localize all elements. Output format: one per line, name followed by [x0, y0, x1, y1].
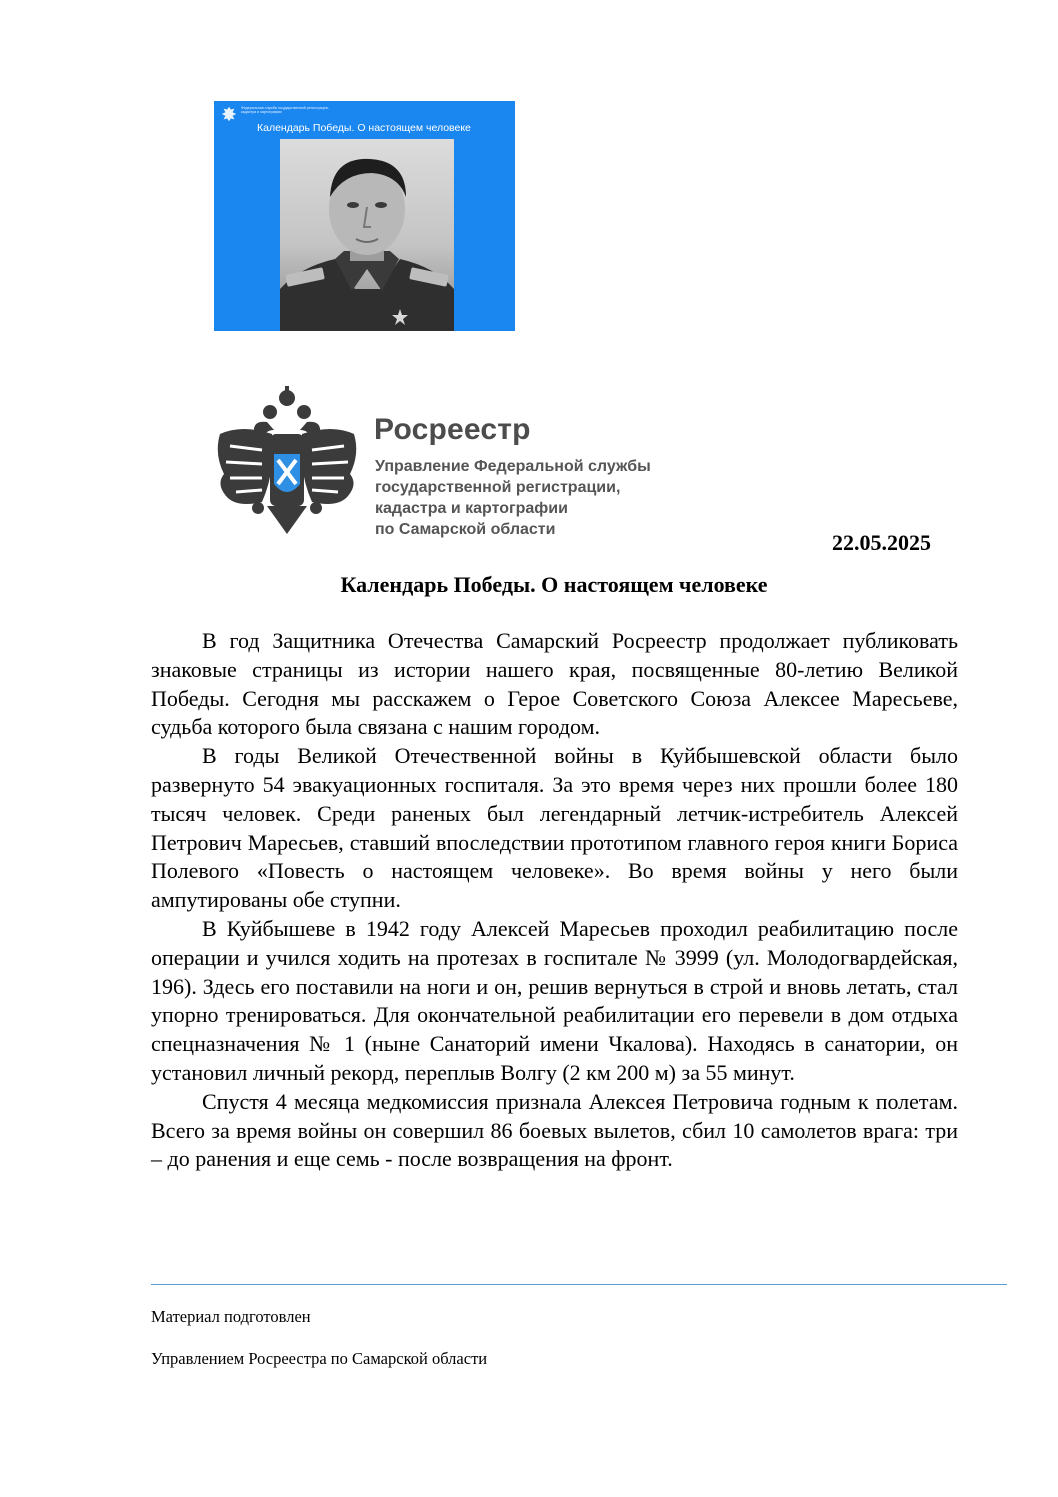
- article-title: Календарь Победы. О настоящем человеке: [340, 572, 768, 597]
- org-line-1: Управление Федеральной службы: [375, 458, 651, 475]
- org-line-4: по Самарской области: [375, 521, 556, 538]
- rosreestr-emblem-small-icon: [220, 105, 238, 123]
- portrait-photo: [280, 139, 454, 331]
- footer-prepared-by: Материал подготовлен: [151, 1307, 311, 1326]
- article-paragraph: В год Защитника Отечества Самарский Росреестр продолжает публиковать знаковые страницы из истории нашего края, посвященные 80-летию Великой Победы. Сегодня мы расскажем о Герое Советского Союза Алексее Маресьеве, судьба которого была связана с нашим городом.: [151, 628, 958, 740]
- org-name: Росреестр: [374, 413, 531, 446]
- banner-org-caption: Федеральная служба государственной регистрации, кадастра и картографии: [241, 106, 329, 114]
- banner-title: Календарь Победы. О настоящем человеке: [257, 122, 471, 134]
- article-paragraph: В годы Великой Отечественной войны в Куйбышевской области было развернуто 54 эвакуационных госпиталя. За это время через них прошли более 180 тысяч человек. Среди раненых был легендарный летчик-истребитель Алексей Петрович Маресьев, ставший впоследствии прототипом главного героя книги Бориса Полевого «Повесть о настоящем человеке». Во время войны у него были ампутированы обе ступни.: [151, 743, 958, 913]
- article-body: [151, 627, 958, 1174]
- footer-divider: [151, 1284, 1007, 1285]
- footer-organization: Управлением Росреестра по Самарской области: [151, 1349, 488, 1368]
- article-banner-image: [214, 101, 515, 331]
- publication-date: 22.05.2025: [832, 530, 931, 555]
- rosreestr-eagle-emblem-icon: [212, 384, 362, 544]
- article-paragraph: В Куйбышеве в 1942 году Алексей Маресьев проходил реабилитацию после операции и учился ходить на протезах в госпитале № 3999 (ул. Молодогвардейская, 196). Здесь его поставили на ноги и он, решив вернуться в строй и вновь летать, стал упорно тренироваться. Для окончательной реабилитации его перевели в дом отдыха спецназначения № 1 (ныне Санаторий имени Чкалова). Находясь в санатории, он установил личный рекорд, переплыв Волгу (2 км 200 м) за 55 минут.: [151, 915, 958, 1085]
- org-line-2: государственной регистрации,: [375, 479, 621, 496]
- org-line-3: кадастра и картографии: [375, 500, 568, 517]
- article-paragraph: Спустя 4 месяца медкомиссия признала Алексея Петровича годным к полетам. Всего за время войны он совершил 86 боевых вылетов, сбил 10 самолетов врага: три – до ранения и еще семь - после возвращения на фронт.: [151, 1088, 958, 1172]
